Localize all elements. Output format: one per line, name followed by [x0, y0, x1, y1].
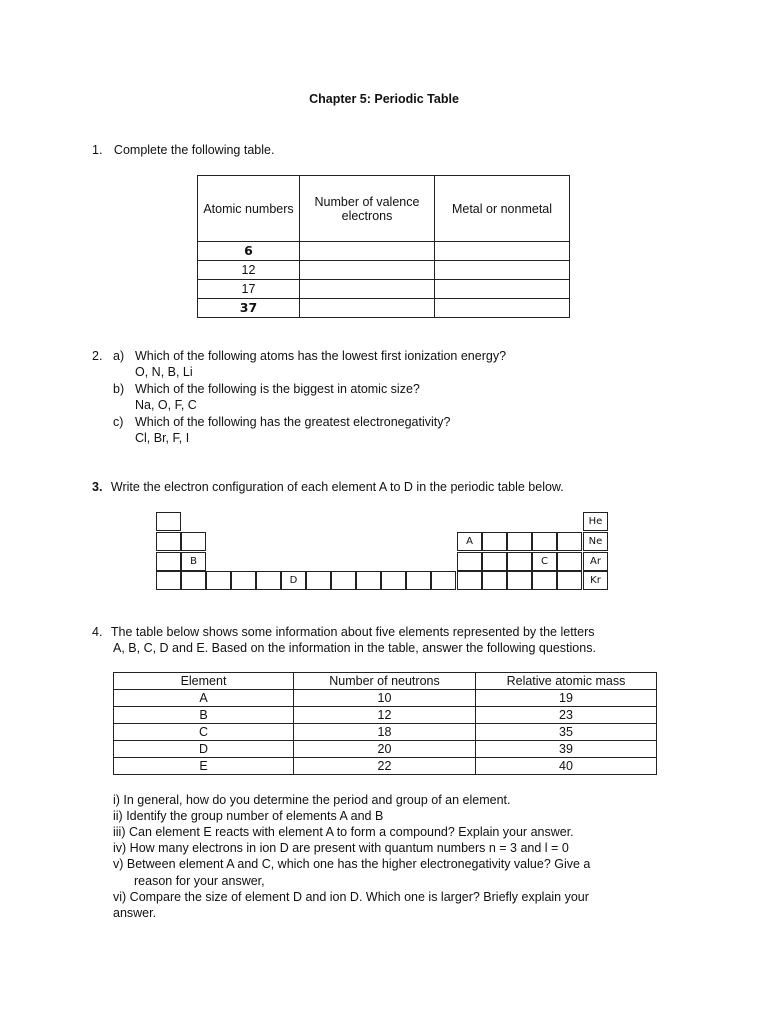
table-cell: 35 [476, 724, 657, 741]
question-2a-options: O, N, B, Li [135, 365, 193, 379]
pt-cell [181, 571, 206, 590]
question-text-continued: A, B, C, D and E. Based on the information in the table, answer the following questions. [113, 641, 596, 655]
question-2c-text: Which of the following has the greatest electronegativity? [135, 415, 451, 429]
table-cell: 12 [198, 261, 300, 280]
pt-cell [156, 571, 181, 590]
pt-cell [507, 571, 532, 590]
question-2b-options: Na, O, F, C [135, 398, 197, 412]
question-2a-label: a) [113, 349, 125, 363]
question-number: 1. [92, 143, 103, 157]
pt-cell-ne: Ne [583, 532, 608, 551]
pt-cell [532, 532, 557, 551]
pt-cell [482, 552, 507, 571]
answer-cell[interactable] [435, 299, 570, 318]
question-number: 3. [92, 480, 103, 494]
answer-cell[interactable] [435, 280, 570, 299]
table-cell: 22 [294, 758, 476, 775]
table-header: Relative atomic mass [476, 673, 657, 690]
answer-cell[interactable] [300, 280, 435, 299]
answer-cell[interactable] [435, 261, 570, 280]
table-row [114, 758, 657, 775]
pt-cell [557, 532, 582, 551]
pt-cell [356, 571, 381, 590]
question-2a-text: Which of the following atoms has the lowest first ionization energy? [135, 349, 507, 363]
pt-cell-d: D [281, 571, 306, 590]
table-row [114, 741, 657, 758]
table-cell: 20 [294, 741, 476, 758]
question-2c-label: c) [113, 415, 124, 429]
table-row [114, 724, 657, 741]
table-row [114, 690, 657, 707]
pt-cell [181, 532, 206, 551]
subquestion-vi-continued: answer. [113, 906, 157, 920]
table-cell: 39 [476, 741, 657, 758]
question-2c-options: Cl, Br, F, I [135, 431, 190, 445]
pt-cell [457, 552, 482, 571]
answer-cell[interactable] [435, 242, 570, 261]
pt-cell [532, 571, 557, 590]
pt-cell-he: He [583, 512, 608, 531]
element-table [113, 672, 657, 775]
pt-cell [156, 552, 181, 571]
valence-table [197, 175, 570, 318]
pt-cell [557, 571, 582, 590]
table-header: Metal or nonmetal [435, 176, 570, 242]
question-2b-text: Which of the following is the biggest in atomic size? [135, 382, 420, 396]
pt-cell [306, 571, 331, 590]
pt-cell [457, 571, 482, 590]
table-row [198, 242, 570, 261]
question-number: 4. [92, 625, 103, 639]
question-2-number: 2. [92, 349, 103, 363]
subquestion-iv: iv) How many electrons in ion D are present with quantum numbers n = 3 and l = 0 [113, 841, 569, 855]
table-row [114, 707, 657, 724]
table-row [198, 261, 570, 280]
question-4 [92, 625, 595, 639]
question-3 [92, 480, 564, 494]
pt-cell-kr: Kr [583, 571, 608, 590]
pt-cell-a: A [457, 532, 482, 551]
table-cell: D [114, 741, 294, 758]
pt-cell [482, 571, 507, 590]
subquestion-i: i) In general, how do you determine the period and group of an element. [113, 793, 511, 807]
answer-cell[interactable] [300, 242, 435, 261]
table-cell: 40 [476, 758, 657, 775]
pt-cell [482, 532, 507, 551]
table-cell: 17 [198, 280, 300, 299]
pt-cell [381, 571, 406, 590]
table-cell: 12 [294, 707, 476, 724]
question-text: Complete the following table. [113, 143, 275, 157]
pt-cell [206, 571, 231, 590]
table-cell: 18 [294, 724, 476, 741]
pt-cell [156, 512, 181, 531]
pt-cell-ar: Ar [583, 552, 608, 571]
question-1 [92, 143, 274, 157]
table-cell: B [114, 707, 294, 724]
pt-cell [156, 532, 181, 551]
subquestion-iii: iii) Can element E reacts with element A to form a compound? Explain your answer. [113, 825, 574, 839]
question-2b-label: b) [113, 382, 125, 396]
answer-cell[interactable] [300, 261, 435, 280]
table-header: Number of neutrons [294, 673, 476, 690]
pt-cell [507, 532, 532, 551]
subquestion-vi: vi) Compare the size of element D and ion D. Which one is larger? Briefly explain your [113, 890, 589, 904]
page-title: Chapter 5: Periodic Table [309, 92, 459, 106]
subquestion-v-continued: reason for your answer, [134, 874, 265, 888]
pt-cell [231, 571, 256, 590]
table-cell: 6 [198, 242, 300, 261]
table-cell: 10 [294, 690, 476, 707]
table-cell: C [114, 724, 294, 741]
pt-cell [406, 571, 431, 590]
table-cell: 19 [476, 690, 657, 707]
subquestion-ii: ii) Identify the group number of elements A and B [113, 809, 384, 823]
question-text: The table below shows some information about five elements represented by the letters [110, 625, 595, 639]
table-row [198, 280, 570, 299]
question-text: Write the electron configuration of each element A to D in the periodic table below. [110, 480, 564, 494]
pt-cell [557, 552, 582, 571]
pt-cell-b: B [181, 552, 206, 571]
table-header-row [114, 673, 657, 690]
pt-cell [256, 571, 281, 590]
table-header: Element [114, 673, 294, 690]
pt-cell [431, 571, 456, 590]
pt-cell [507, 552, 532, 571]
table-cell: 37 [198, 299, 300, 318]
table-cell: E [114, 758, 294, 775]
table-cell: A [114, 690, 294, 707]
table-cell: 23 [476, 707, 657, 724]
table-header: Number of valence electrons [300, 176, 435, 242]
pt-cell-c: C [532, 552, 557, 571]
pt-cell [331, 571, 356, 590]
table-row [198, 299, 570, 318]
answer-cell[interactable] [300, 299, 435, 318]
subquestion-v: v) Between element A and C, which one has the higher electronegativity value? Give a [113, 857, 591, 871]
table-header: Atomic numbers [198, 176, 300, 242]
